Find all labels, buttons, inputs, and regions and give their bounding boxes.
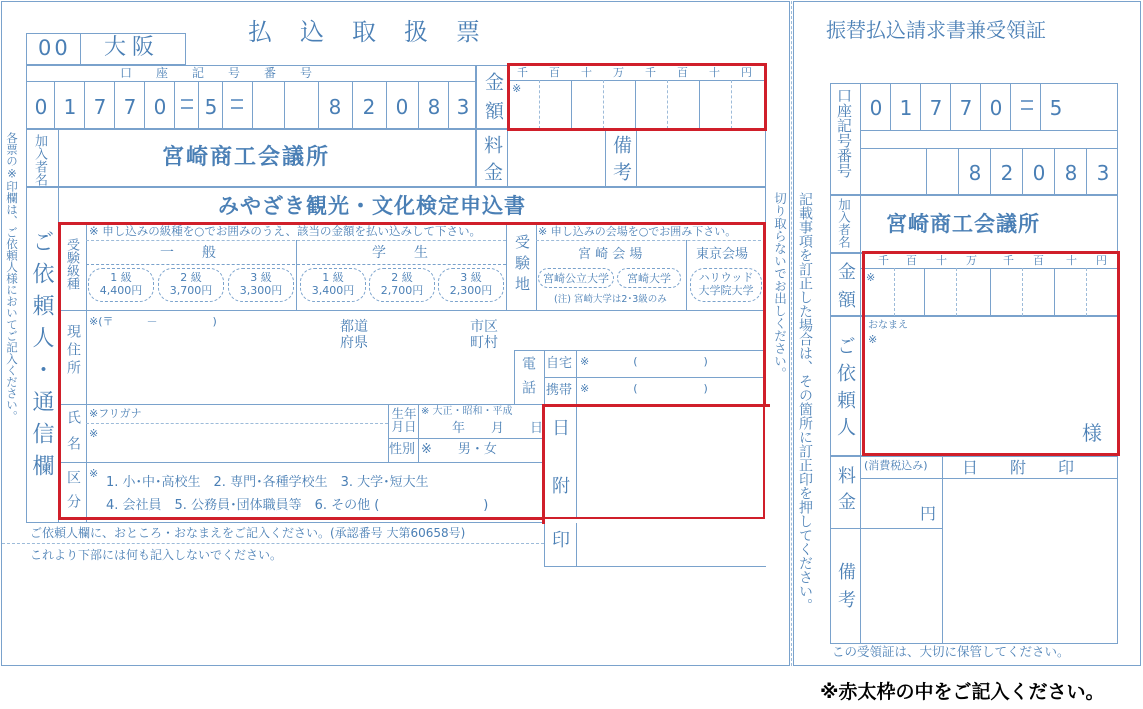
venue-footnote: (注) 宮崎大学は2･3級のみ	[554, 294, 667, 305]
receipt-requester-label: ご依頼人	[834, 336, 856, 444]
category-line-2[interactable]: 4. 会社員 5. 公務員･団体職員等 6. その他 ( )	[106, 498, 489, 513]
side-note: 各票の※印欄は、ご依頼人様においてご記入ください。	[5, 132, 19, 422]
phone-mobile-label: 携帯	[546, 383, 573, 398]
separator-mark	[181, 99, 193, 109]
venue-option-miyazaki-public[interactable]: 宮崎公立大学	[538, 268, 614, 288]
office-code: 00	[38, 36, 71, 60]
receipt-account-label: 口座記号番号	[835, 88, 853, 178]
receipt-subscriber-name: 宮崎商工会議所	[886, 212, 1040, 236]
venue-label: 受験地	[513, 234, 531, 297]
account-digit: 5	[204, 95, 218, 119]
stamp-sun: 日	[552, 418, 570, 439]
grade-note: ※ 申し込みの級種を○でお囲みのうえ、該当の金額を払い込みして下さい。	[89, 224, 482, 238]
correction-note: 記載事項を訂正した場合は、その箇所に訂正印を押してください。	[797, 192, 813, 612]
name-label: 氏名	[65, 410, 81, 462]
stamp-in: 印	[552, 530, 570, 551]
account-digit: 8	[328, 95, 342, 119]
venue-tokyo: 東京会場	[696, 247, 749, 262]
separator-mark	[231, 99, 243, 109]
remarks-label: 備考	[610, 135, 632, 189]
highlight-receipt	[862, 251, 1120, 456]
gender-options[interactable]: ※ 男・女	[421, 442, 497, 457]
student-header: 学 生	[372, 245, 428, 261]
receipt-yen: 円	[920, 504, 937, 523]
general-header: 一 般	[160, 245, 216, 261]
address-label: 現住所	[65, 324, 81, 378]
account-digit: 0	[153, 95, 167, 119]
cut-note: 切り取らないでお出しください。	[772, 192, 788, 380]
bottom-note-2: これより下部には何も記入しないでください。	[30, 548, 283, 562]
phone-home-label: 自宅	[546, 356, 573, 371]
stamp-fu: 附	[552, 476, 570, 497]
account-digit: 7	[93, 95, 107, 119]
venue-option-miyazaki-univ[interactable]: 宮崎大学	[617, 268, 681, 288]
receipt-title: 振替払込請求書兼受領証	[826, 18, 1046, 42]
subscriber-label: 加入者名	[32, 134, 47, 186]
fee-label: 料金	[481, 135, 503, 189]
highlight-amount	[507, 63, 767, 131]
phone-mobile-field[interactable]: ※ ( )	[580, 382, 708, 395]
category-label: 区分	[65, 470, 81, 518]
receipt-name-hint: おなまえ	[868, 320, 908, 331]
birth-era: ※ 大正・昭和・平成	[421, 406, 513, 417]
phone-label: 電話	[520, 356, 536, 404]
form-title: 払 込 取 扱 票	[248, 18, 482, 46]
account-header: 口 座 記 号 番 号	[120, 66, 313, 80]
receipt-keep-note: この受領証は、大切に保管してください。	[832, 644, 1070, 659]
receipt-stamp: 日 附 印	[962, 458, 1075, 477]
venue-note: ※ 申し込みの会場を○でお囲み下さい。	[538, 225, 737, 238]
name-field[interactable]: ※	[89, 427, 99, 440]
amount-label: 金額	[482, 72, 504, 130]
category-line-1[interactable]: 1. 小･中･高校生 2. 専門･各種学校生 3. 大学･短大生	[106, 475, 429, 490]
requester-label: ご依頼人・通信欄	[29, 230, 54, 486]
furigana-field[interactable]: ※フリガナ	[89, 407, 142, 420]
account-digit: 2	[362, 95, 376, 119]
application-title: みやざき観光・文化検定申込書	[218, 194, 526, 218]
grade-option-general-2[interactable]: 2 級 3,700円	[158, 268, 224, 302]
grade-option-student-3[interactable]: 3 級 2,300円	[438, 268, 504, 302]
venue-option-tokyo[interactable]: ハリウッド 大学院大学	[690, 268, 762, 302]
receipt-fee-box	[830, 456, 1118, 644]
account-digit: 0	[34, 95, 48, 119]
birth-label: 生年月日	[391, 406, 417, 434]
account-digit: 8	[427, 95, 441, 119]
grade-option-student-1[interactable]: 1 級 3,400円	[300, 268, 366, 302]
account-digit: 3	[456, 95, 470, 119]
birth-date-field[interactable]: 年 月 日	[452, 421, 544, 436]
separator-mark	[1021, 100, 1033, 110]
bottom-note-1: ご依頼人欄に、おところ・おなまえをご記入ください。(承認番号 大第60658号)	[30, 526, 466, 540]
postal-field[interactable]: ※(〒 － )	[89, 315, 217, 328]
instruction-note: ※赤太枠の中をご記入ください。	[820, 681, 1105, 703]
account-digit: 0	[395, 95, 409, 119]
grade-option-general-3[interactable]: 3 級 3,300円	[228, 268, 294, 302]
grade-label: 受験級種	[64, 238, 79, 290]
receipt-sama: 様	[1082, 421, 1102, 445]
amount-mark: ※	[512, 82, 522, 95]
account-digit: 7	[123, 95, 137, 119]
grade-option-general-1[interactable]: 1 級 4,400円	[88, 268, 154, 302]
phone-home-field[interactable]: ※ ( )	[580, 355, 708, 368]
gender-label: 性別	[389, 442, 416, 457]
grade-option-student-2[interactable]: 2 級 2,700円	[369, 268, 435, 302]
venue-miyazaki: 宮 崎 会 場	[578, 247, 643, 262]
receipt-tax: (消費税込み)	[864, 459, 928, 472]
account-digit: 1	[63, 95, 77, 119]
office-name: 大阪	[104, 35, 161, 60]
subscriber-name: 宮崎商工会議所	[162, 145, 331, 170]
